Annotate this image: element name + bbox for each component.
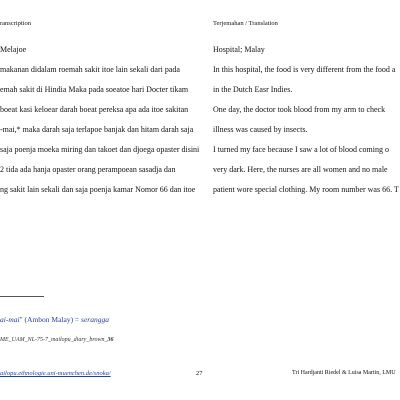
transcription-line: -mai,* maka darah saja terlapoe banjak dan hitam darah saja <box>0 125 194 134</box>
transcription-line: boeat kasi keloear darah boeat pereksa apa ada itoe sakitan <box>0 105 189 114</box>
translation-header: Terjemahan / Translation <box>213 20 278 27</box>
footnote <box>0 315 109 324</box>
translation-line: I turned my face because I saw a lot of blood coming o <box>213 145 389 154</box>
translation-line: In this hospital, the food is very different from the food a <box>213 65 396 74</box>
translation-line: illness was caused by insects. <box>213 125 308 134</box>
translation-line: One day, the doctor took blood from my arm to check <box>213 105 386 114</box>
transcription-line: 2 tida ada hanja opaster orang perampoean sasadja dan <box>0 165 176 174</box>
page-number: 27 <box>196 370 203 377</box>
transcription-column <box>0 40 200 200</box>
transcription-line: makanan didalam roemah sakit itoe lain sekali dari pada <box>0 65 180 74</box>
translation-line: Hospital; Malay <box>213 45 265 54</box>
source-reference <box>0 337 113 343</box>
transcription-line: ng sakit lain sekali dan saja poenja kamar Nomor 66 dan itoe <box>0 185 196 194</box>
footnote-translation: serangga <box>81 315 109 324</box>
author-credit: Tri Hardjanti Riedel & Luisa Martin, LMU <box>292 370 396 376</box>
footnote-language: " (Ambon Malay) = <box>19 315 82 324</box>
website-link[interactable]: ailopu.ethnologie.uni-muenchen.de/snoka/ <box>0 370 111 377</box>
source-page: 36 <box>107 337 114 343</box>
translation-line: in the Dutch Easr Indies. <box>213 85 293 94</box>
footnote-divider <box>0 296 44 297</box>
footnote-term: ai-mai <box>0 315 20 324</box>
translation-line: very dark. Here, the nurses are all women and no male <box>213 165 388 174</box>
transcription-header: ranscription <box>0 20 32 27</box>
translation-column <box>213 40 400 200</box>
source-id: ME_UAM_NL-75-7_mailopu_diary_brown_ <box>0 337 108 343</box>
transcription-line: Melajoe <box>0 45 27 54</box>
transcription-line: saja poenja moeka miring dan takoet dan djoega opaster disini <box>0 145 200 154</box>
translation-line: patient wore special clothing. My room number was 66. T <box>213 185 399 194</box>
transcription-line: emah sakit di Hindia Maka pada soeatoe hari Docter tikam <box>0 85 189 94</box>
